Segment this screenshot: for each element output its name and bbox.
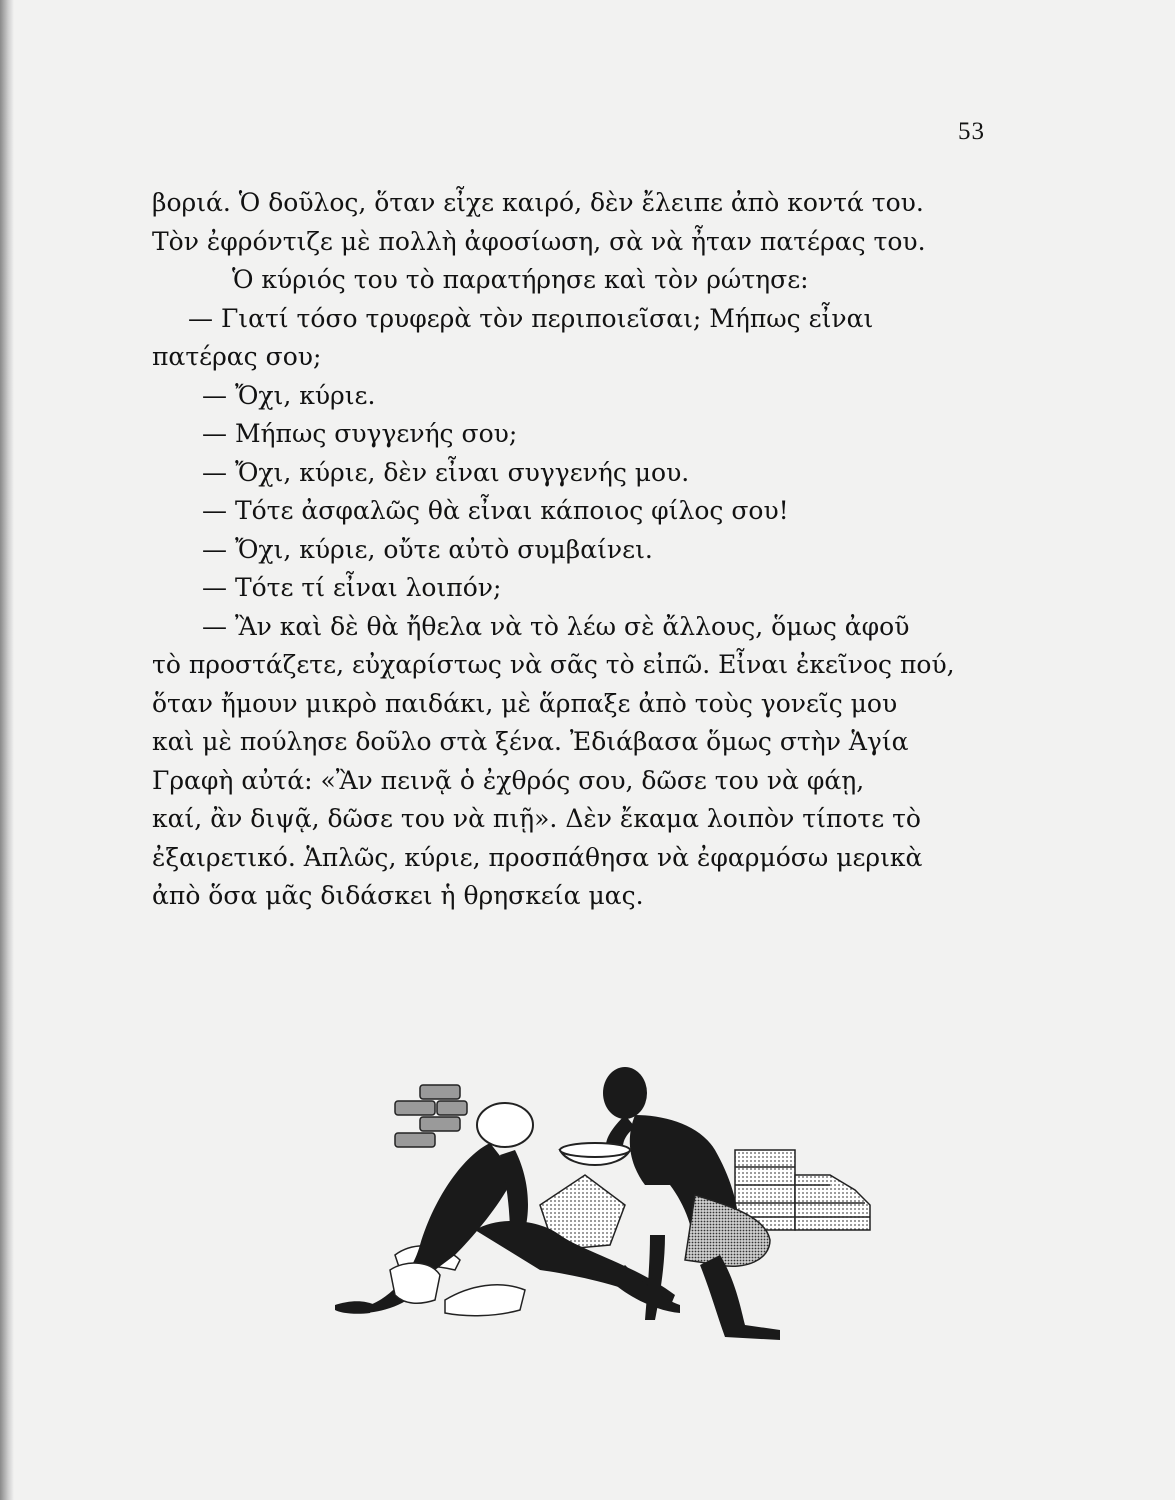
text-line: πατέρας σου; xyxy=(152,342,322,371)
text-line: τὸ προστάζετε, εὐχαρίστως νὰ σᾶς τὸ εἰπῶ. Εἶναι ἐκεῖνος πού, xyxy=(152,650,955,679)
text-line: βοριά. Ὁ δοῦλος, ὅταν εἶχε καιρό, δὲν ἔλειπε ἀπὸ κοντά του. xyxy=(152,188,924,217)
text-line: ὅταν ἤμουν μικρὸ παιδάκι, μὲ ἅρπαξε ἀπὸ τοὺς γονεῖς μου xyxy=(152,688,898,718)
text-line: Γραφὴ αὐτά: «Ἂν πεινᾷ ὁ ἐχθρός σου, δῶσε του νὰ φάῃ, xyxy=(152,765,865,795)
dialogue-line: — Ὄχι, κύριε. xyxy=(202,380,376,410)
dialogue-line: — Ὄχι, κύριε, οὔτε αὐτὸ συμβαίνει. xyxy=(202,534,653,564)
stone-steps xyxy=(735,1150,870,1230)
page-binding-shadow xyxy=(0,0,14,1500)
text-line: καὶ μὲ πούλησε δοῦλο στὰ ξένα. Ἐδιάβασα ὅμως στὴν Ἁγία xyxy=(152,727,909,756)
text-line: Ὁ κύριός του τὸ παρατήρησε καὶ τὸν ρώτησε: xyxy=(232,265,809,294)
dialogue-line: — Τότε τί εἶναι λοιπόν; xyxy=(202,573,502,602)
text-line: ἐξαιρετικό. Ἁπλῶς, κύριε, προσπάθησα νὰ ἐφαρμόσω μερικὰ xyxy=(152,842,923,872)
text-line: ἀπὸ ὅσα μᾶς διδάσκει ἡ θρησκεία μας. xyxy=(152,881,644,910)
illustration-servant-caring-for-master xyxy=(325,1055,885,1355)
dialogue-line: — Μήπως συγγενής σου; xyxy=(202,419,518,448)
story-text xyxy=(152,184,1032,916)
brick-wall-icon xyxy=(395,1085,467,1147)
dialogue-line: — Γιατί τόσο τρυφερὰ τὸν περιποιεῖσαι; Μήπως εἶναι xyxy=(188,303,874,333)
page-number: 53 xyxy=(958,118,985,145)
dialogue-line: — Ἂν καὶ δὲ θὰ ἤθελα νὰ τὸ λέω σὲ ἄλλους, ὅμως ἀφοῦ xyxy=(202,611,910,641)
dialogue-line: — Ὄχι, κύριε, δὲν εἶναι συγγενής μου. xyxy=(202,457,690,487)
text-line: Τὸν ἐφρόντιζε μὲ πολλὴ ἀφοσίωση, σὰ νὰ ἦταν πατέρας του. xyxy=(152,226,926,256)
dialogue-line: — Τότε ἀσφαλῶς θὰ εἶναι κάποιος φίλος σου! xyxy=(202,496,789,525)
text-line: καί, ἂν διψᾷ, δῶσε του νὰ πιῇ». Δὲν ἔκαμα λοιπὸν τίποτε τὸ xyxy=(152,804,921,833)
bowl-icon xyxy=(560,1143,630,1165)
